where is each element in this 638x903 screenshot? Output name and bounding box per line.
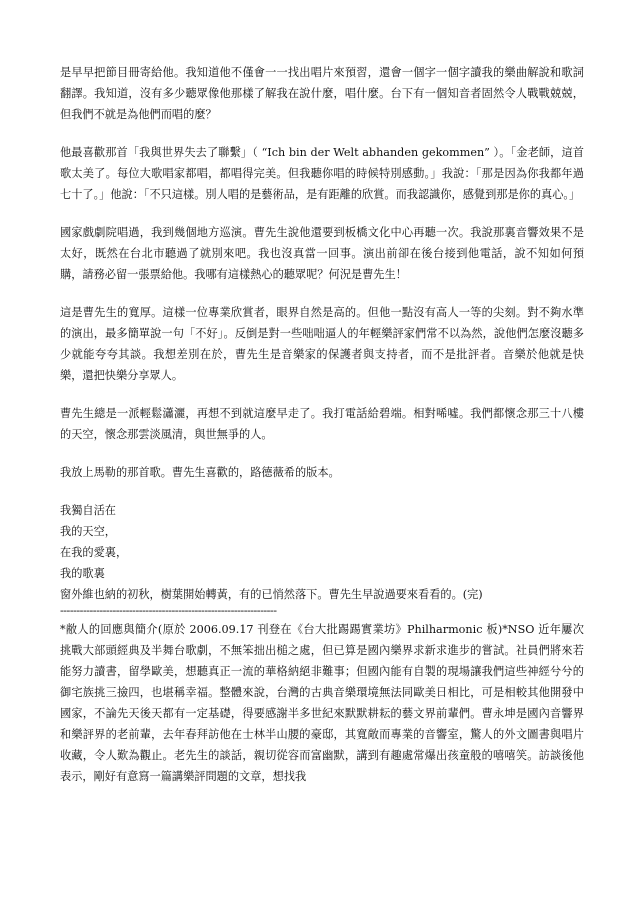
document-body (60, 62, 584, 787)
paragraph-4: 這是曹先生的寬厚。這樣一位專業欣賞者，眼界自然是高的。但他一點沒有高人一等的尖刻。對不夠水準的演出，最多簡單說一句「不好」。反倒是對一些咄咄逼人的年輕樂評家們常不以為然，說他們怎麼沒聽多少就能夸夸其談。我想差別在於，曹先生是音樂家的保護者與支持者，而不是批評者。音樂於他就是快樂，還把快樂分享眾人。 (60, 306, 584, 382)
paragraph-3: 國家戲劇院唱過，我到幾個地方巡演。曹先生說他還要到板橋文化中心再聽一次。我說那裏音響效果不是太好，既然在台北市聽過了就別來吧。我也沒真當一回事。演出前卻在後台接到他電話，說不知如何預購，請務必留一張票給他。我哪有這樣熱心的聽眾呢？何況是曹先生！ (60, 226, 584, 281)
poem-block (60, 500, 584, 605)
poem-line: 我的歌裏 (60, 567, 105, 580)
paragraph-2: 他最喜歡那首「我與世界失去了聯繫」（ “Ich bin der Welt abhanden gekommen” ）。「金老師，這首歌太美了。每位大歌唱家都唱，都唱得完美。但我聽你唱的時候特別感動。」我說：「那是因為你我都年過七十了。」他說：「不只這樣。別人唱的是藝術品，是有距離的欣賞。而我認識你，感覺到那是你的真心。」 (60, 146, 584, 201)
paragraph-6: 我放上馬勒的那首歌。曹先生喜歡的，路德薇希的版本。 (60, 466, 340, 479)
appendix-note: *敝人的回應與簡介(原於 2006.09.17 刊登在《台大批踢踢實業坊》Philharmonic 板)*NSO 近年屢次挑戰大部頭經典及半舞台歌劇，不無笨拙出槌之處，但已算是國內樂界求新求進步的嘗試。社員們將來若能努力讀書，留學歐美，想聽真正一流的華格納絕非難事；但國內能有自製的現場讓我們這些神經兮兮的御宅族挑三撿四，也堪稱幸福。整體來說，台灣的古典音樂環境無法同歐美日相比，可是相較其他開發中國家，不論先天後天都有一定基礎，得要感謝半多世紀來默默耕耘的藝文界前輩們。曹永坤是國內音響界和樂評界的老前輩，去年春拜訪他在士林半山腰的豪邸，其寬敞而專業的音響室，驚人的外文圖書與唱片收藏，令人歎為觀止。老先生的談話，親切從容而富幽默，講到有趣處常爆出孩童般的嘻嘻笑。訪談後他表示，剛好有意寫一篇講樂評問題的文章，想找我 (60, 623, 584, 783)
paragraph-5: 曹先生總是一派輕鬆瀟灑，再想不到就這麼早走了。我打電話給碧端。相對唏噓。我們都懷念那三十八樓的天空，懷念那雲淡風清，與世無爭的人。 (60, 407, 584, 441)
poem-line: 在我的愛裏， (60, 546, 128, 559)
paragraph-1: 是早早把節目冊寄給他。我知道他不僅會一一找出唱片來預習，還會一個字一個字讀我的樂曲解說和歌詞翻譯。我知道，沒有多少聽眾像他那樣了解我在說什麼，唱什麼。台下有一個知音者固然令人戰戰兢兢，但我們不就是為他們而唱的麼？ (60, 66, 584, 121)
poem-line: 我的天空， (60, 525, 116, 538)
section-divider: ------------------------------------------------------------------ (60, 605, 277, 617)
poem-line: 我獨自活在 (60, 504, 116, 517)
closing-line: 窗外維也納的初秋，樹葉開始轉黃，有的已悄然落下。曹先生早說過要來看看的。(完) (60, 588, 483, 601)
